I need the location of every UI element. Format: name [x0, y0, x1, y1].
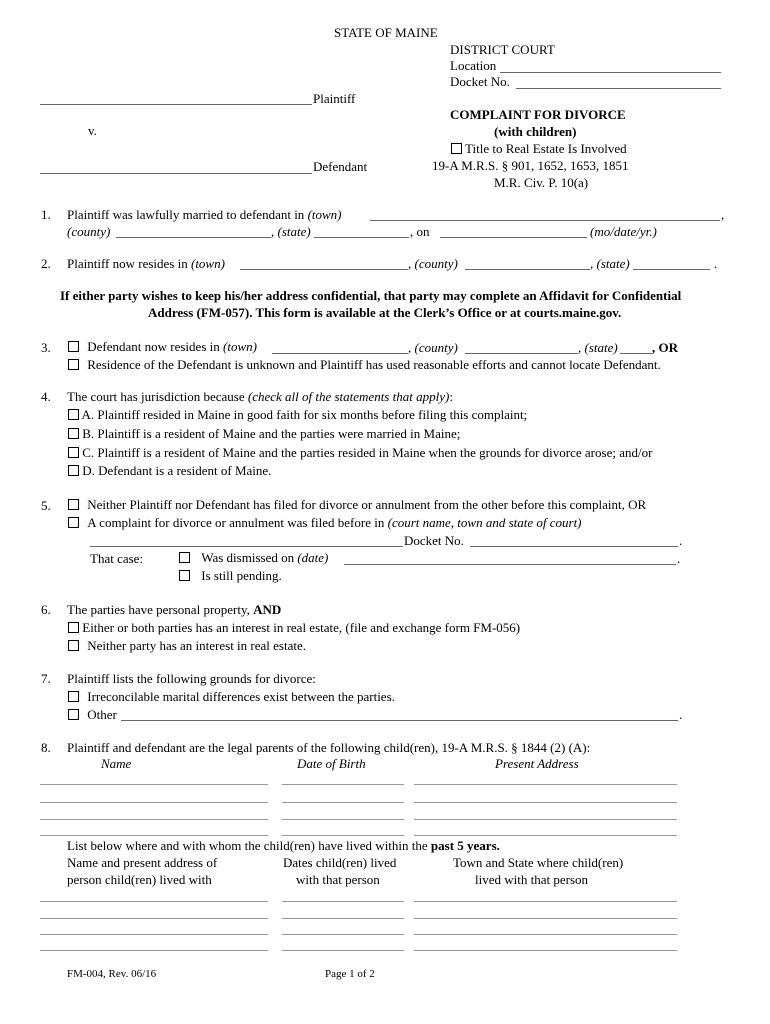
pending-label: Is still pending. — [201, 568, 282, 583]
jurisdiction-d-label: D. Defendant is a resident of Maine. — [82, 463, 272, 478]
defendant-county-field[interactable] — [465, 353, 578, 354]
real-estate-label: Title to Real Estate Is Involved — [465, 141, 627, 156]
dismissed-checkbox[interactable] — [179, 552, 190, 563]
docket-field[interactable] — [516, 88, 721, 89]
location-label: Location — [450, 58, 497, 73]
item3-number: 3. — [41, 340, 51, 355]
item6-text — [67, 602, 281, 618]
real-estate-interest-option — [68, 620, 520, 636]
irreconcilable-label: Irreconcilable marital differences exist between the parties. — [87, 689, 395, 704]
jurisdiction-option-c — [68, 445, 652, 461]
statute-citation: 19-A M.R.S. § 901, 1652, 1653, 1851 — [432, 158, 629, 173]
item6-number: 6. — [41, 602, 51, 617]
child-dob-field[interactable] — [282, 784, 404, 785]
item3-town-label: (town) — [223, 339, 257, 354]
item5-opt2-hint: (court name, town and state of court) — [387, 515, 582, 530]
page-number: Page 1 of 2 — [325, 968, 375, 980]
plaintiff-town-field[interactable] — [240, 269, 408, 270]
item1-number: 1. — [41, 207, 51, 222]
residence-history-label: List below where and with whom the child(ren) have lived within the — [67, 838, 428, 853]
other-grounds-label: Other — [87, 707, 117, 722]
history-person-field[interactable] — [40, 918, 268, 919]
item4-label: The court has jurisdiction because — [67, 389, 245, 404]
item1-county-label: (county) — [67, 224, 111, 239]
no-real-estate-option — [68, 638, 306, 654]
history-col1-line2: person child(ren) lived with — [67, 872, 212, 887]
item5-docket-label: Docket No. — [404, 533, 464, 548]
history-col1-line1: Name and present address of — [67, 855, 218, 870]
item2-period: . — [714, 256, 718, 271]
docket-label: Docket No. — [450, 74, 510, 89]
confidential-notice-line1: If either party wishes to keep his/her address confidential, that party may complete an Affidavit for Confidential — [60, 288, 682, 303]
item3-or: , OR — [652, 340, 678, 355]
jurisdiction-option-d — [68, 463, 271, 479]
history-dates-field[interactable] — [282, 918, 404, 919]
no-real-estate-label: Neither party has an interest in real estate. — [87, 638, 306, 653]
marriage-county-field[interactable] — [116, 237, 271, 238]
that-case-label: That case: — [90, 551, 144, 566]
item3-opt2-label: Residence of the Defendant is unknown and Plaintiff has used reasonable efforts and cannot locate Defendant. — [87, 357, 661, 372]
history-town-field[interactable] — [414, 901, 677, 902]
plaintiff-county-field[interactable] — [465, 269, 590, 270]
no-real-estate-checkbox[interactable] — [68, 640, 79, 651]
item4-number: 4. — [41, 389, 51, 404]
item1-comma: , — [721, 207, 725, 222]
jurisdiction-option-a — [68, 407, 527, 423]
item7-period: . — [679, 707, 683, 722]
children-col-address: Present Address — [495, 756, 579, 771]
defendant-label: Defendant — [313, 159, 368, 174]
real-estate-interest-checkbox[interactable] — [68, 622, 79, 633]
item3-county-label: , (county) — [408, 340, 458, 355]
item3-state-label: , (state) — [578, 340, 618, 355]
jurisdiction-d-checkbox[interactable] — [68, 465, 79, 476]
history-person-field[interactable] — [40, 901, 268, 902]
real-estate-checkbox[interactable] — [451, 143, 462, 154]
history-dates-field[interactable] — [282, 950, 404, 951]
form-number: FM-004, Rev. 06/16 — [67, 968, 157, 980]
history-person-field[interactable] — [40, 950, 268, 951]
item2-text — [67, 256, 225, 272]
plaintiff-state-field[interactable] — [633, 269, 710, 270]
item1-text — [67, 207, 342, 223]
defendant-state-field[interactable] — [620, 353, 652, 354]
residence-history-bold: past 5 years. — [430, 838, 500, 853]
state-heading: STATE OF MAINE — [334, 25, 438, 40]
history-col3-line2: lived with that person — [475, 872, 589, 887]
defendant-name-field[interactable] — [40, 173, 312, 174]
defendant-resides-checkbox[interactable] — [68, 341, 79, 352]
other-grounds-checkbox[interactable] — [68, 709, 79, 720]
item4-colon: : — [449, 389, 453, 404]
history-dates-field[interactable] — [282, 934, 404, 935]
item1-label: Plaintiff was lawfully married to defendant in — [67, 207, 305, 222]
child-dob-field[interactable] — [282, 802, 404, 803]
item6-and: AND — [253, 602, 282, 617]
item2-town-label: (town) — [190, 256, 225, 271]
item8-text: Plaintiff and defendant are the legal parents of the following child(ren), 19-A M.R.S. § 1844 (2) (A): — [67, 740, 591, 755]
item7-number: 7. — [41, 671, 51, 686]
item1-state-label: , (state) — [271, 224, 311, 239]
jurisdiction-c-label: C. Plaintiff is a resident of Maine and the parties resided in Maine when the grounds for divorce arose; and/or — [82, 445, 653, 460]
child-address-field[interactable] — [414, 802, 677, 803]
item7-text: Plaintiff lists the following grounds for divorce: — [67, 671, 316, 686]
prior-docket-field[interactable] — [470, 546, 678, 547]
versus-label: v. — [88, 123, 97, 138]
location-field[interactable] — [500, 72, 721, 73]
child-dob-field[interactable] — [282, 835, 404, 836]
children-col-name: Name — [101, 756, 132, 771]
plaintiff-name-field[interactable] — [40, 104, 312, 105]
item3-option2 — [68, 357, 661, 373]
real-estate-option — [451, 141, 627, 157]
item1-on-label: , on — [410, 224, 430, 239]
residence-unknown-checkbox[interactable] — [68, 359, 79, 370]
child-name-field[interactable] — [40, 802, 268, 803]
irreconcilable-option — [68, 689, 395, 705]
other-grounds-field[interactable] — [121, 720, 678, 721]
complaint-subtitle: (with children) — [494, 124, 577, 139]
item5-docket-period: . — [679, 533, 683, 548]
court-heading: DISTRICT COURT — [450, 42, 555, 57]
item2-number: 2. — [41, 256, 51, 271]
jurisdiction-a-label: A. Plaintiff resided in Maine in good faith for six months before filing this complaint; — [81, 407, 528, 422]
pending-option — [179, 568, 282, 584]
child-name-field[interactable] — [40, 784, 268, 785]
children-col-dob: Date of Birth — [297, 756, 366, 771]
history-col3-line1: Town and State where child(ren) — [453, 855, 624, 870]
item2-state-label: , (state) — [590, 256, 630, 271]
dismissed-date-field[interactable] — [344, 564, 676, 565]
marriage-town-field[interactable] — [370, 220, 720, 221]
item1-date-label: (mo/date/yr.) — [590, 224, 657, 239]
item2-label: Plaintiff now resides in — [67, 256, 188, 271]
other-grounds-option — [68, 707, 117, 723]
rule-citation: M.R. Civ. P. 10(a) — [494, 175, 589, 190]
history-town-field[interactable] — [414, 950, 677, 951]
real-estate-interest-label: Either or both parties has an interest in real estate, (file and exchange form FM-056) — [82, 620, 521, 635]
item2-county-label: , (county) — [408, 256, 458, 271]
jurisdiction-option-b — [68, 426, 460, 442]
history-town-field[interactable] — [414, 918, 677, 919]
pending-checkbox[interactable] — [179, 570, 190, 581]
dismissed-date-label: (date) — [297, 550, 329, 565]
item5-opt2-label: A complaint for divorce or annulment was filed before in — [87, 515, 385, 530]
history-col2-line2: with that person — [296, 872, 380, 887]
item4-text — [67, 389, 453, 405]
residence-history-text — [67, 838, 500, 854]
plaintiff-label: Plaintiff — [313, 91, 356, 106]
item4-hint: (check all of the statements that apply) — [247, 389, 450, 404]
item3-option1 — [68, 339, 257, 355]
irreconcilable-checkbox[interactable] — [68, 691, 79, 702]
dismissed-option — [179, 550, 328, 566]
complaint-title: COMPLAINT FOR DIVORCE — [450, 107, 626, 122]
history-dates-field[interactable] — [282, 901, 404, 902]
child-address-field[interactable] — [414, 819, 677, 820]
confidential-notice-line2: Address (FM-057). This form is available at the Clerk’s Office or at courts.maine.gov. — [148, 305, 622, 320]
item1-town-label: (town) — [307, 207, 342, 222]
dismissed-period: . — [677, 551, 681, 566]
jurisdiction-b-label: B. Plaintiff is a resident of Maine and the parties were married in Maine; — [82, 426, 461, 441]
defendant-town-field[interactable] — [272, 353, 408, 354]
item6-label: The parties have personal property, — [67, 602, 250, 617]
marriage-date-field[interactable] — [440, 237, 587, 238]
item5-option2 — [68, 515, 582, 531]
item5-option1 — [68, 497, 646, 513]
history-person-field[interactable] — [40, 934, 268, 935]
marriage-state-field[interactable] — [314, 237, 409, 238]
child-address-field[interactable] — [414, 784, 677, 785]
item8-number: 8. — [41, 740, 51, 755]
item3-opt1-label: Defendant now resides in — [87, 339, 220, 354]
item5-number: 5. — [41, 498, 51, 513]
jurisdiction-b-checkbox[interactable] — [68, 428, 79, 439]
item5-opt1-label: Neither Plaintiff nor Defendant has filed for divorce or annulment from the other before this complaint, OR — [87, 497, 647, 512]
child-name-field[interactable] — [40, 835, 268, 836]
no-prior-filing-checkbox[interactable] — [68, 499, 79, 510]
prior-filing-checkbox[interactable] — [68, 517, 79, 528]
child-address-field[interactable] — [414, 835, 677, 836]
jurisdiction-a-checkbox[interactable] — [68, 409, 79, 420]
history-col2-line1: Dates child(ren) lived — [283, 855, 397, 870]
history-town-field[interactable] — [414, 934, 677, 935]
prior-court-field[interactable] — [90, 546, 403, 547]
jurisdiction-c-checkbox[interactable] — [68, 447, 79, 458]
child-dob-field[interactable] — [282, 819, 404, 820]
child-name-field[interactable] — [40, 819, 268, 820]
dismissed-label: Was dismissed on — [201, 550, 295, 565]
